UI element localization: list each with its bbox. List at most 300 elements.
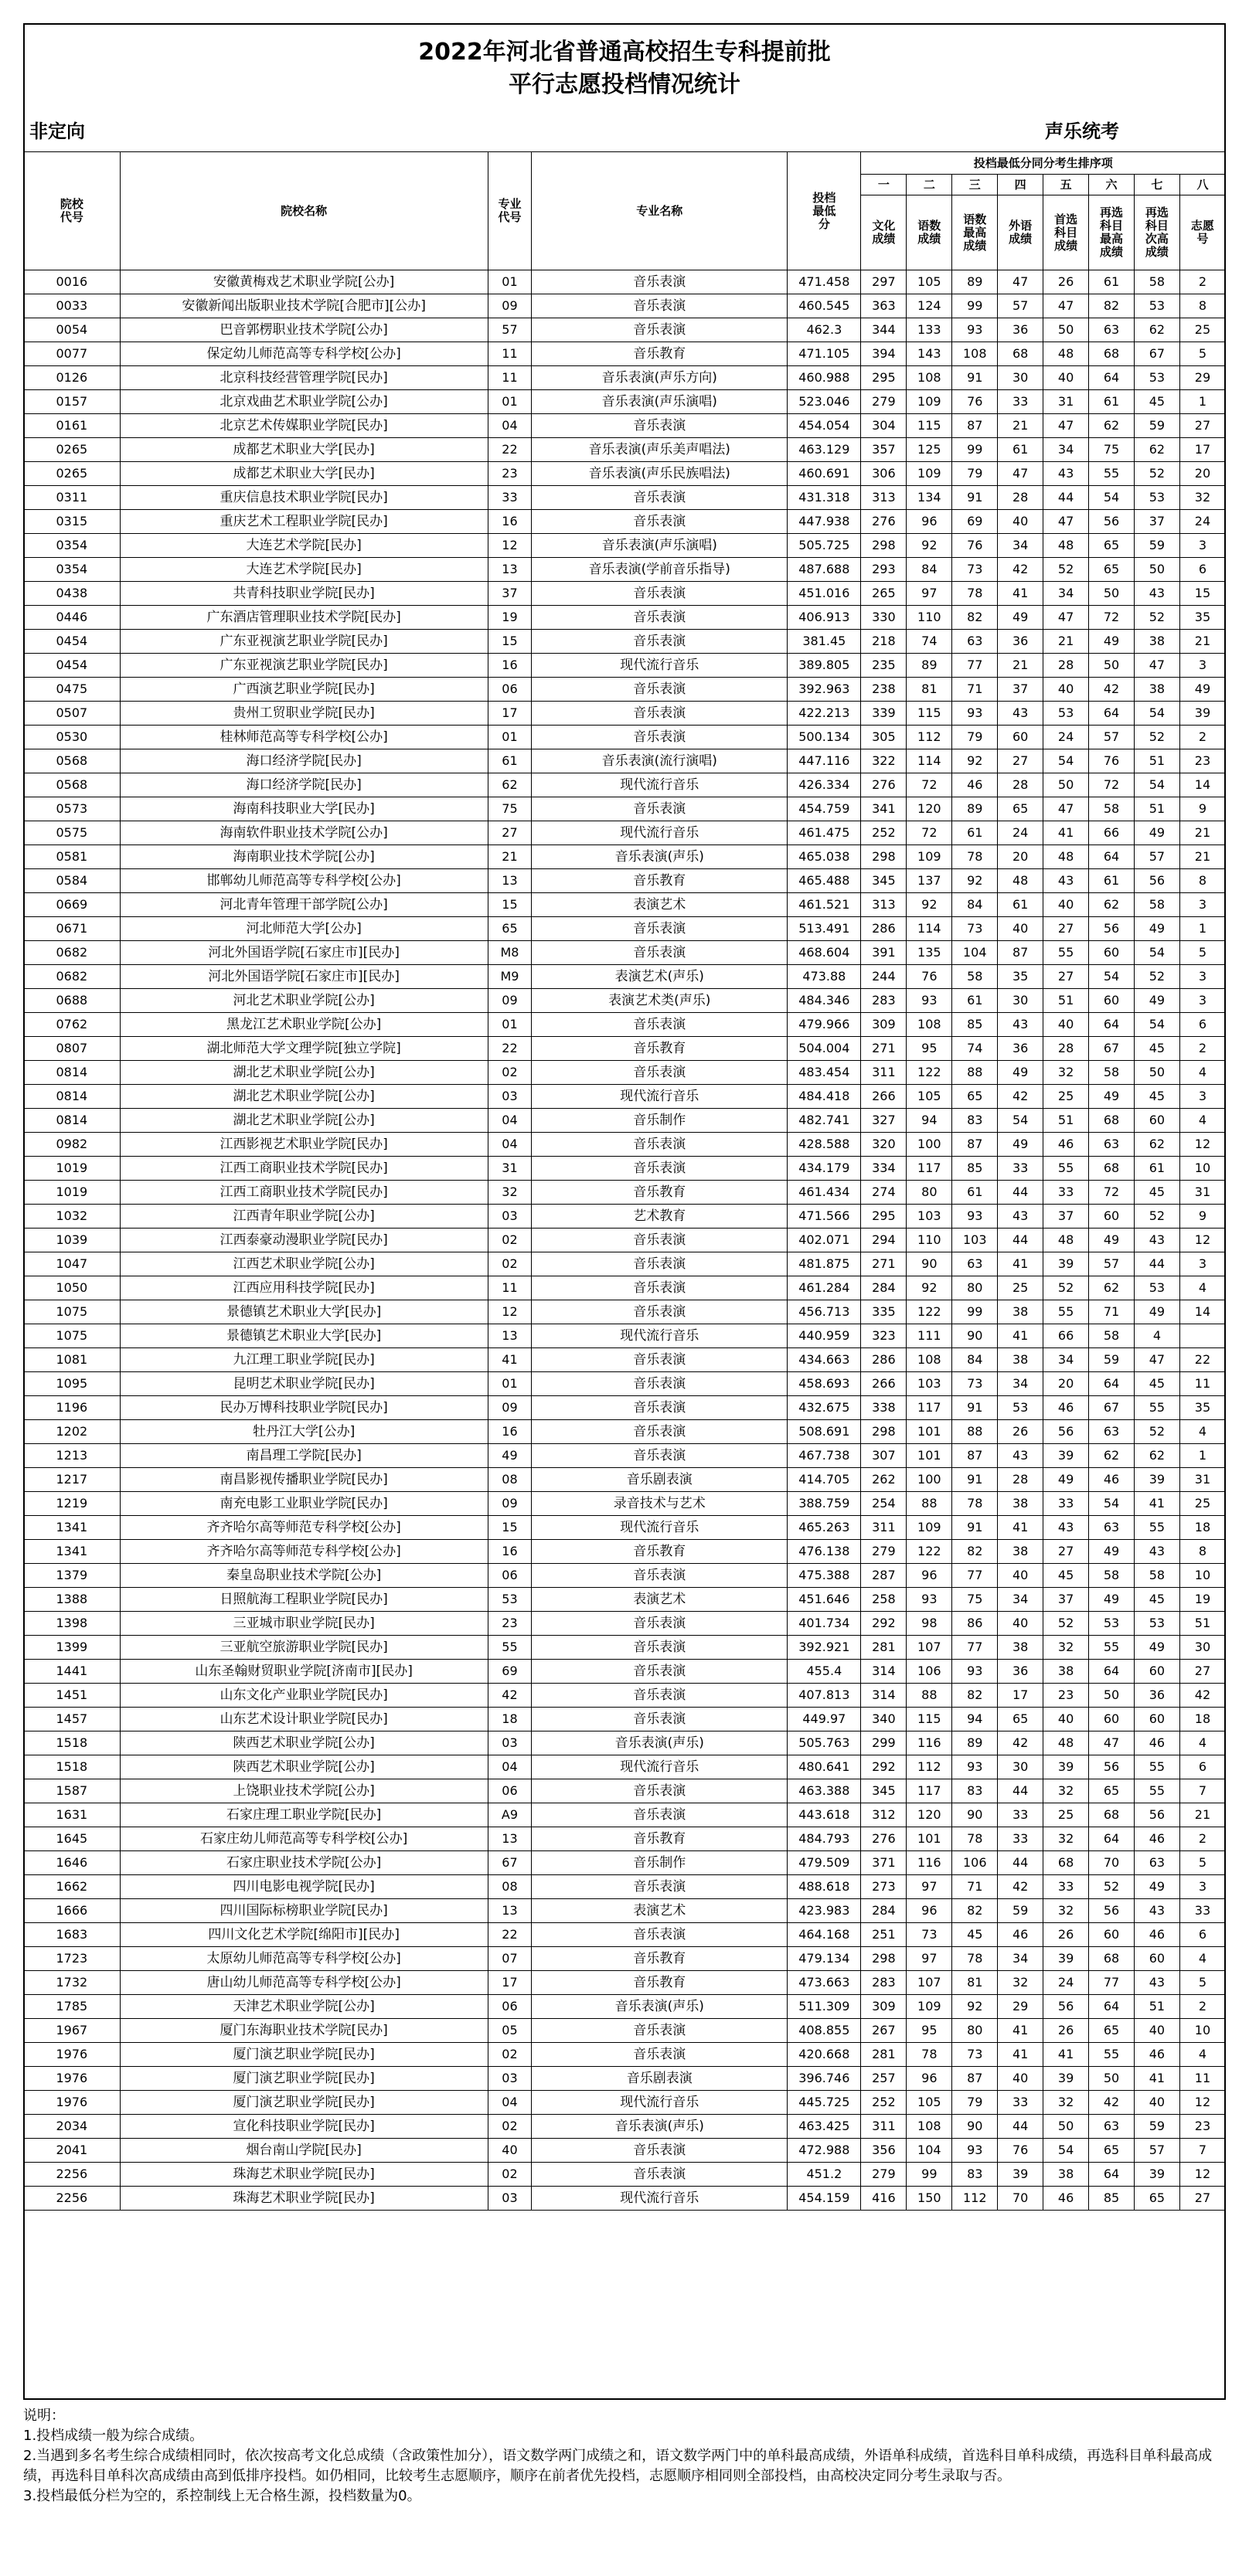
cell-rank-1: 265 [861, 582, 907, 606]
cell-rank-8: 11 [1179, 2067, 1225, 2091]
cell-rank-6: 75 [1089, 438, 1135, 462]
cell-major-name: 音乐表演 [532, 941, 788, 965]
cell-rank-4: 41 [998, 2019, 1043, 2043]
cell-min-score: 460.545 [788, 294, 861, 318]
cell-major-name: 音乐表演 [532, 606, 788, 630]
cell-major-code: 11 [488, 1276, 532, 1300]
cell-major-code: 04 [488, 2091, 532, 2115]
cell-major-name: 音乐表演 [532, 1252, 788, 1276]
cell-major-name: 音乐剧表演 [532, 1468, 788, 1492]
cell-rank-3: 93 [952, 1205, 998, 1229]
cell-school-name: 石家庄幼儿师范高等专科学校[公办] [120, 1827, 488, 1851]
cell-rank-7: 62 [1134, 1444, 1179, 1468]
cell-major-name: 音乐表演 [532, 1157, 788, 1181]
cell-major-name: 音乐表演 [532, 1348, 788, 1372]
cell-rank-7: 45 [1134, 1085, 1179, 1109]
cell-major-name: 音乐教育 [532, 1947, 788, 1971]
cell-rank-6: 64 [1089, 1995, 1135, 2019]
cell-rank-8: 21 [1179, 821, 1225, 845]
cell-rank-2: 124 [907, 294, 952, 318]
cell-rank-6: 50 [1089, 582, 1135, 606]
header-rank-number: 八 [1179, 175, 1225, 195]
cell-rank-8: 31 [1179, 1468, 1225, 1492]
cell-rank-3: 85 [952, 1157, 998, 1181]
cell-major-name: 音乐表演(声乐演唱) [532, 534, 788, 558]
cell-rank-1: 311 [861, 1516, 907, 1540]
cell-rank-3: 90 [952, 1324, 998, 1348]
cell-rank-5: 52 [1043, 558, 1089, 582]
cell-school-code: 1645 [24, 1827, 121, 1851]
cell-rank-3: 104 [952, 941, 998, 965]
table-row [24, 2139, 1226, 2163]
cell-rank-2: 101 [907, 1444, 952, 1468]
cell-rank-1: 297 [861, 270, 907, 294]
cell-major-code: 04 [488, 1755, 532, 1779]
cell-rank-7: 38 [1134, 630, 1179, 654]
cell-min-score: 420.668 [788, 2043, 861, 2067]
cell-min-score: 434.663 [788, 1348, 861, 1372]
cell-rank-1: 313 [861, 486, 907, 510]
cell-rank-2: 115 [907, 702, 952, 726]
cell-rank-7: 49 [1134, 989, 1179, 1013]
cell-rank-6: 68 [1089, 1109, 1135, 1133]
cell-rank-4: 46 [998, 1923, 1043, 1947]
cell-rank-5: 66 [1043, 1324, 1089, 1348]
note-line: 1.投档成绩一般为综合成绩。 [23, 2428, 204, 2444]
cell-major-code: 53 [488, 1588, 532, 1612]
cell-min-score: 471.105 [788, 342, 861, 366]
cell-school-name: 共青科技职业学院[民办] [120, 582, 488, 606]
cell-min-score: 423.983 [788, 1899, 861, 1923]
cell-rank-8: 18 [1179, 1708, 1225, 1731]
cell-rank-6: 66 [1089, 821, 1135, 845]
cell-min-score: 454.159 [788, 2187, 861, 2211]
cell-rank-4: 33 [998, 1157, 1043, 1181]
cell-rank-4: 33 [998, 1803, 1043, 1827]
cell-school-code: 1666 [24, 1899, 121, 1923]
cell-school-name: 巴音郭楞职业技术学院[公办] [120, 318, 488, 342]
cell-school-name: 景德镇艺术职业大学[民办] [120, 1300, 488, 1324]
cell-rank-5: 54 [1043, 749, 1089, 773]
cell-rank-1: 298 [861, 1420, 907, 1444]
cell-rank-8: 6 [1179, 1923, 1225, 1947]
cell-min-score: 401.734 [788, 1612, 861, 1636]
cell-rank-5: 25 [1043, 1085, 1089, 1109]
cell-rank-7: 41 [1134, 1492, 1179, 1516]
cell-rank-6: 60 [1089, 1923, 1135, 1947]
cell-rank-5: 33 [1043, 1492, 1089, 1516]
cell-rank-1: 356 [861, 2139, 907, 2163]
cell-major-name: 音乐表演 [532, 2139, 788, 2163]
cell-rank-3: 93 [952, 1755, 998, 1779]
cell-rank-2: 76 [907, 965, 952, 989]
table-row [24, 2115, 1226, 2139]
table-row [24, 366, 1226, 390]
cell-major-code: 21 [488, 845, 532, 869]
cell-rank-7: 41 [1134, 2067, 1179, 2091]
table-row [24, 318, 1226, 342]
table-row [24, 917, 1226, 941]
cell-major-code: 08 [488, 1468, 532, 1492]
table-row [24, 1636, 1226, 1660]
cell-rank-8: 3 [1179, 893, 1225, 917]
cell-min-score: 447.116 [788, 749, 861, 773]
cell-rank-8: 21 [1179, 1803, 1225, 1827]
cell-rank-7: 4 [1134, 1324, 1179, 1348]
cell-rank-5: 43 [1043, 869, 1089, 893]
cell-school-code: 0016 [24, 270, 121, 294]
cell-rank-2: 150 [907, 2187, 952, 2211]
cell-school-name: 江西工商职业技术学院[民办] [120, 1157, 488, 1181]
cell-major-name: 表演艺术 [532, 1899, 788, 1923]
cell-rank-3: 61 [952, 989, 998, 1013]
cell-min-score: 467.738 [788, 1444, 861, 1468]
cell-min-score: 476.138 [788, 1540, 861, 1564]
cell-major-code: 32 [488, 1181, 532, 1205]
cell-major-name: 现代流行音乐 [532, 1085, 788, 1109]
cell-school-code: 1388 [24, 1588, 121, 1612]
cell-rank-8: 14 [1179, 773, 1225, 797]
cell-major-name: 音乐表演 [532, 678, 788, 702]
cell-rank-1: 313 [861, 893, 907, 917]
cell-rank-6: 61 [1089, 869, 1135, 893]
cell-rank-3: 81 [952, 1971, 998, 1995]
cell-rank-7: 49 [1134, 1875, 1179, 1899]
cell-rank-7: 39 [1134, 2163, 1179, 2187]
cell-min-score: 426.334 [788, 773, 861, 797]
cell-school-code: 0438 [24, 582, 121, 606]
cell-rank-5: 26 [1043, 2019, 1089, 2043]
cell-rank-2: 97 [907, 1875, 952, 1899]
cell-min-score: 475.388 [788, 1564, 861, 1588]
cell-rank-2: 99 [907, 2163, 952, 2187]
cell-min-score: 451.016 [788, 582, 861, 606]
cell-school-code: 0669 [24, 893, 121, 917]
table-row [24, 726, 1226, 749]
cell-rank-2: 109 [907, 845, 952, 869]
cell-rank-2: 100 [907, 1468, 952, 1492]
cell-rank-1: 311 [861, 1061, 907, 1085]
cell-school-name: 邯郸幼儿师范高等专科学校[公办] [120, 869, 488, 893]
cell-rank-5: 34 [1043, 582, 1089, 606]
cell-major-code: 09 [488, 1396, 532, 1420]
cell-rank-4: 38 [998, 1540, 1043, 1564]
cell-rank-5: 32 [1043, 1827, 1089, 1851]
cell-rank-1: 292 [861, 1612, 907, 1636]
cell-rank-8: 33 [1179, 1899, 1225, 1923]
cell-major-name: 音乐表演(声乐方向) [532, 366, 788, 390]
table-row [24, 1300, 1226, 1324]
cell-rank-1: 252 [861, 821, 907, 845]
cell-rank-4: 49 [998, 606, 1043, 630]
cell-school-name: 山东文化产业职业学院[民办] [120, 1684, 488, 1708]
cell-rank-3: 61 [952, 1181, 998, 1205]
cell-rank-4: 65 [998, 1708, 1043, 1731]
cell-rank-6: 72 [1089, 606, 1135, 630]
cell-rank-2: 107 [907, 1636, 952, 1660]
cell-rank-1: 298 [861, 845, 907, 869]
cell-rank-1: 279 [861, 1540, 907, 1564]
cell-rank-5: 51 [1043, 989, 1089, 1013]
cell-rank-5: 56 [1043, 1995, 1089, 2019]
header-rank-item: 再选科目次高成绩 [1134, 195, 1179, 270]
cell-major-name: 表演艺术 [532, 1588, 788, 1612]
cell-rank-6: 62 [1089, 1276, 1135, 1300]
table-row [24, 1851, 1226, 1875]
cell-rank-2: 108 [907, 2115, 952, 2139]
cell-school-code: 1196 [24, 1396, 121, 1420]
cell-rank-5: 51 [1043, 1109, 1089, 1133]
cell-rank-3: 82 [952, 1540, 998, 1564]
cell-major-name: 音乐表演 [532, 2019, 788, 2043]
cell-major-code: 22 [488, 1923, 532, 1947]
cell-rank-6: 63 [1089, 1133, 1135, 1157]
cell-major-name: 现代流行音乐 [532, 1516, 788, 1540]
table-body [24, 270, 1226, 2211]
cell-major-name: 艺术教育 [532, 1205, 788, 1229]
cell-rank-8: 6 [1179, 1755, 1225, 1779]
cell-major-code: 04 [488, 1133, 532, 1157]
cell-rank-1: 235 [861, 654, 907, 678]
cell-major-name: 音乐表演 [532, 270, 788, 294]
cell-rank-3: 75 [952, 1588, 998, 1612]
cell-rank-8: 9 [1179, 797, 1225, 821]
cell-school-name: 广东亚视演艺职业学院[民办] [120, 654, 488, 678]
cell-rank-6: 57 [1089, 1252, 1135, 1276]
cell-rank-7: 53 [1134, 1612, 1179, 1636]
table-row [24, 1468, 1226, 1492]
cell-rank-2: 112 [907, 1755, 952, 1779]
cell-rank-1: 254 [861, 1492, 907, 1516]
cell-major-name: 现代流行音乐 [532, 821, 788, 845]
cell-major-code: 16 [488, 654, 532, 678]
cell-rank-4: 40 [998, 2067, 1043, 2091]
cell-rank-7: 43 [1134, 1971, 1179, 1995]
cell-major-name: 音乐表演 [532, 2043, 788, 2067]
cell-major-name: 表演艺术 [532, 893, 788, 917]
cell-rank-5: 40 [1043, 1013, 1089, 1037]
cell-rank-1: 305 [861, 726, 907, 749]
cell-major-code: 03 [488, 1205, 532, 1229]
cell-min-score: 463.388 [788, 1779, 861, 1803]
cell-rank-2: 143 [907, 342, 952, 366]
cell-rank-3: 88 [952, 1420, 998, 1444]
cell-rank-1: 279 [861, 390, 907, 414]
cell-rank-8: 51 [1179, 1612, 1225, 1636]
cell-rank-7: 50 [1134, 1061, 1179, 1085]
cell-rank-8: 27 [1179, 414, 1225, 438]
cell-rank-2: 96 [907, 1564, 952, 1588]
cell-rank-6: 64 [1089, 1372, 1135, 1396]
cell-rank-1: 286 [861, 917, 907, 941]
cell-rank-2: 80 [907, 1181, 952, 1205]
cell-rank-7: 43 [1134, 582, 1179, 606]
cell-school-name: 日照航海工程职业学院[民办] [120, 1588, 488, 1612]
cell-rank-8: 3 [1179, 965, 1225, 989]
cell-rank-6: 70 [1089, 1851, 1135, 1875]
cell-rank-4: 21 [998, 414, 1043, 438]
cell-rank-5: 68 [1043, 1851, 1089, 1875]
cell-rank-7: 52 [1134, 1205, 1179, 1229]
cell-school-code: 1451 [24, 1684, 121, 1708]
cell-school-name: 贵州工贸职业学院[民办] [120, 702, 488, 726]
cell-rank-3: 80 [952, 2019, 998, 2043]
cell-rank-5: 32 [1043, 1061, 1089, 1085]
cell-school-code: 0311 [24, 486, 121, 510]
table-row [24, 270, 1226, 294]
cell-rank-8: 6 [1179, 558, 1225, 582]
cell-rank-5: 37 [1043, 1588, 1089, 1612]
cell-major-name: 音乐表演 [532, 1803, 788, 1827]
cell-rank-1: 339 [861, 702, 907, 726]
cell-rank-1: 273 [861, 1875, 907, 1899]
cell-rank-7: 55 [1134, 1755, 1179, 1779]
cell-school-name: 北京戏曲艺术职业学院[公办] [120, 390, 488, 414]
cell-school-code: 1518 [24, 1731, 121, 1755]
cell-major-code: 03 [488, 2187, 532, 2211]
cell-rank-1: 298 [861, 534, 907, 558]
cell-rank-3: 82 [952, 1684, 998, 1708]
cell-major-code: 06 [488, 678, 532, 702]
cell-school-code: 1399 [24, 1636, 121, 1660]
cell-major-code: 49 [488, 1444, 532, 1468]
table-row [24, 1947, 1226, 1971]
cell-major-code: 15 [488, 893, 532, 917]
admission-table [23, 151, 1226, 2211]
cell-rank-7: 53 [1134, 294, 1179, 318]
cell-rank-3: 83 [952, 1109, 998, 1133]
cell-rank-5: 27 [1043, 965, 1089, 989]
cell-rank-8: 5 [1179, 941, 1225, 965]
cell-major-name: 音乐表演(声乐) [532, 845, 788, 869]
cell-major-code: 65 [488, 917, 532, 941]
cell-school-code: 1341 [24, 1516, 121, 1540]
cell-rank-1: 274 [861, 1181, 907, 1205]
cell-rank-1: 238 [861, 678, 907, 702]
cell-rank-3: 78 [952, 1492, 998, 1516]
cell-major-code: 22 [488, 1037, 532, 1061]
cell-rank-1: 267 [861, 2019, 907, 2043]
cell-rank-3: 73 [952, 2043, 998, 2067]
cell-rank-8: 10 [1179, 1157, 1225, 1181]
cell-rank-5: 32 [1043, 1899, 1089, 1923]
cell-rank-2: 104 [907, 2139, 952, 2163]
cell-rank-2: 125 [907, 438, 952, 462]
cell-major-name: 音乐制作 [532, 1851, 788, 1875]
cell-rank-7: 52 [1134, 462, 1179, 486]
cell-rank-2: 96 [907, 2067, 952, 2091]
cell-rank-2: 114 [907, 749, 952, 773]
table-row [24, 1372, 1226, 1396]
cell-rank-8: 10 [1179, 2019, 1225, 2043]
cell-school-code: 1587 [24, 1779, 121, 1803]
cell-rank-3: 91 [952, 486, 998, 510]
cell-school-code: 1683 [24, 1923, 121, 1947]
cell-rank-8: 2 [1179, 270, 1225, 294]
table-row [24, 702, 1226, 726]
cell-school-code: 1732 [24, 1971, 121, 1995]
table-row [24, 438, 1226, 462]
note-line: 说明： [23, 2408, 65, 2424]
cell-rank-5: 26 [1043, 1923, 1089, 1947]
cell-min-score: 461.521 [788, 893, 861, 917]
cell-rank-4: 44 [998, 1851, 1043, 1875]
cell-rank-1: 345 [861, 1779, 907, 1803]
cell-major-code: 17 [488, 702, 532, 726]
cell-rank-1: 327 [861, 1109, 907, 1133]
cell-rank-2: 105 [907, 2091, 952, 2115]
cell-rank-3: 71 [952, 678, 998, 702]
table-row [24, 510, 1226, 534]
cell-rank-8: 19 [1179, 1588, 1225, 1612]
cell-rank-6: 60 [1089, 1205, 1135, 1229]
cell-rank-5: 21 [1043, 630, 1089, 654]
cell-major-code: 31 [488, 1157, 532, 1181]
cell-rank-7: 50 [1134, 558, 1179, 582]
cell-min-score: 500.134 [788, 726, 861, 749]
table-row [24, 1708, 1226, 1731]
cell-min-score: 463.425 [788, 2115, 861, 2139]
table-row [24, 462, 1226, 486]
cell-major-name: 音乐表演(声乐) [532, 1731, 788, 1755]
cell-rank-4: 44 [998, 1779, 1043, 1803]
cell-rank-2: 93 [907, 1588, 952, 1612]
cell-rank-3: 79 [952, 726, 998, 749]
cell-rank-2: 108 [907, 1013, 952, 1037]
cell-rank-3: 89 [952, 797, 998, 821]
cell-rank-2: 101 [907, 1827, 952, 1851]
cell-major-name: 音乐表演 [532, 1013, 788, 1037]
cell-rank-5: 28 [1043, 1037, 1089, 1061]
cell-rank-7: 55 [1134, 1396, 1179, 1420]
cell-rank-7: 46 [1134, 1731, 1179, 1755]
cell-school-code: 1213 [24, 1444, 121, 1468]
cell-major-code: 16 [488, 1420, 532, 1444]
cell-rank-1: 304 [861, 414, 907, 438]
cell-rank-4: 41 [998, 1252, 1043, 1276]
cell-rank-4: 27 [998, 749, 1043, 773]
cell-rank-6: 42 [1089, 2091, 1135, 2115]
cell-rank-6: 61 [1089, 390, 1135, 414]
cell-rank-2: 73 [907, 1923, 952, 1947]
cell-rank-5: 48 [1043, 342, 1089, 366]
cell-rank-4: 48 [998, 869, 1043, 893]
cell-rank-6: 54 [1089, 486, 1135, 510]
table-row [24, 1684, 1226, 1708]
cell-min-score: 511.309 [788, 1995, 861, 2019]
cell-rank-1: 271 [861, 1037, 907, 1061]
cell-rank-3: 112 [952, 2187, 998, 2211]
table-row [24, 1396, 1226, 1420]
cell-school-code: 1032 [24, 1205, 121, 1229]
cell-school-name: 河北外国语学院[石家庄市][民办] [120, 965, 488, 989]
cell-school-code: 0446 [24, 606, 121, 630]
cell-rank-6: 49 [1089, 1229, 1135, 1252]
cell-rank-1: 335 [861, 1300, 907, 1324]
cell-rank-1: 323 [861, 1324, 907, 1348]
cell-rank-7: 45 [1134, 390, 1179, 414]
cell-rank-7: 61 [1134, 1157, 1179, 1181]
cell-school-name: 南充电影工业职业学院[民办] [120, 1492, 488, 1516]
cell-rank-2: 84 [907, 558, 952, 582]
cell-rank-4: 38 [998, 1300, 1043, 1324]
cell-major-code: 62 [488, 773, 532, 797]
cell-school-name: 民办万博科技职业学院[民办] [120, 1396, 488, 1420]
table-row [24, 797, 1226, 821]
cell-rank-8: 4 [1179, 1276, 1225, 1300]
cell-rank-7: 46 [1134, 1923, 1179, 1947]
cell-rank-3: 82 [952, 606, 998, 630]
